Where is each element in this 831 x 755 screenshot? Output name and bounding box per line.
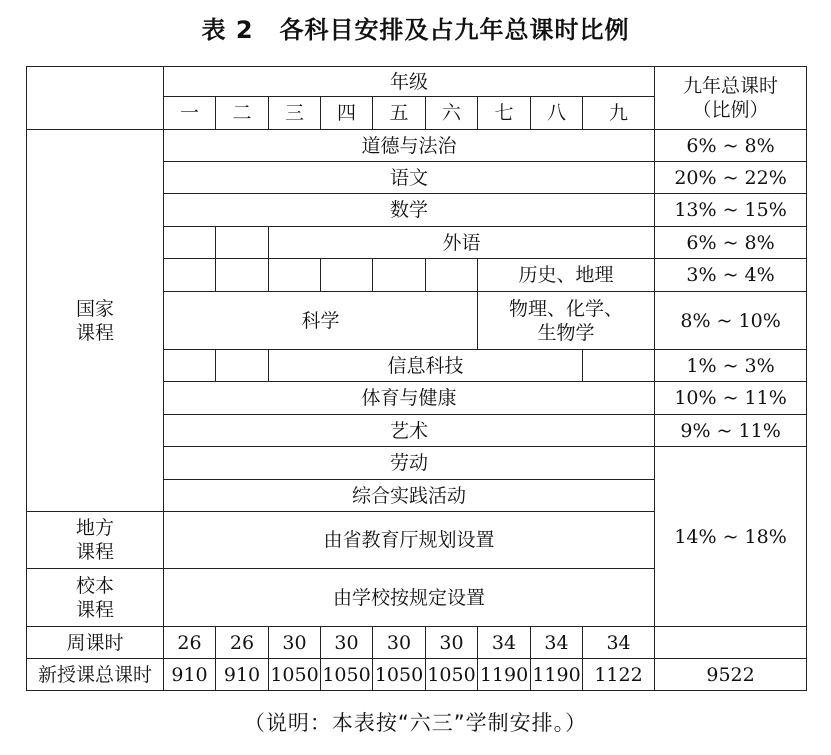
category-school-line1: 校本 [75,574,114,597]
ratio-history-geography: 3% ~ 4% [655,259,807,292]
table-title-text: 各科目安排及占九年总课时比例 [279,16,630,44]
grade-header: 年级 [164,67,655,97]
table-title [0,10,831,45]
total-value: 1050 [321,659,373,691]
subject-math: 数学 [164,194,655,227]
ratio-art: 9% ~ 11% [655,415,807,447]
grade-cell: 九 [583,97,655,130]
grade-cell: 八 [531,97,583,130]
ratio-pe: 10% ~ 11% [655,382,807,415]
grade-cell: 七 [478,97,531,130]
weekly-value: 34 [531,627,583,659]
total-value: 1050 [426,659,478,691]
weekly-ratio-empty [655,627,807,659]
ratio-chinese: 20% ~ 22% [655,162,807,194]
subject-moral: 道德与法治 [164,130,655,162]
subject-foreign: 外语 [269,227,655,259]
total-value: 1122 [583,659,655,691]
empty-cell [216,259,269,292]
header-corner-cell [27,67,164,130]
subject-labor: 劳动 [164,447,655,480]
weekly-value: 30 [426,627,478,659]
subject-art: 艺术 [164,415,655,447]
grade-cell: 五 [373,97,426,130]
ratio-it: 1% ~ 3% [655,350,807,382]
grade-cell: 一 [164,97,216,130]
category-national-line1: 国家 [75,297,114,320]
table-number: 表 2 [201,16,254,44]
subject-chinese: 语文 [164,162,655,194]
subject-pe: 体育与健康 [164,382,655,415]
total-label: 新授课总课时 [27,659,164,691]
empty-cell [216,350,269,382]
total-value: 910 [216,659,269,691]
category-local-line2: 课程 [75,541,114,563]
subject-biology-line: 生物学 [537,321,595,344]
subject-science: 科学 [164,292,478,350]
empty-cell [321,259,373,292]
grade-cell: 三 [269,97,321,130]
empty-cell [373,259,426,292]
empty-cell [164,227,216,259]
subject-physics-chemistry-line: 物理、化学、 [509,297,624,320]
total-sum: 9522 [655,659,807,691]
ratio-moral: 6% ~ 8% [655,130,807,162]
subject-physics-chemistry-biology [478,292,655,350]
empty-cell [426,259,478,292]
total-value: 1190 [478,659,531,691]
category-national-line2: 课程 [75,321,114,344]
subject-history-geography: 历史、地理 [478,259,655,292]
total-value: 910 [164,659,216,691]
table-note: （说明：本表按“六三”学制安排。） [243,711,588,735]
ratio-science: 8% ~ 10% [655,292,807,350]
total-value: 1050 [269,659,321,691]
local-setting: 由省教育厅规划设置 [164,512,655,569]
ratio-foreign: 6% ~ 8% [655,227,807,259]
weekly-value: 30 [321,627,373,659]
total-value: 1190 [531,659,583,691]
weekly-value: 26 [216,627,269,659]
ratio-combined: 14% ~ 18% [655,447,807,627]
weekly-value: 30 [373,627,426,659]
school-setting: 由学校按规定设置 [164,569,655,627]
weekly-value: 34 [478,627,531,659]
ratio-header-line1: 九年总课时 [683,75,779,97]
weekly-value: 30 [269,627,321,659]
empty-cell [583,350,655,382]
category-local [27,512,164,569]
weekly-value: 26 [164,627,216,659]
category-national [27,130,164,512]
category-school-line2: 课程 [75,598,114,621]
curriculum-table [26,66,807,691]
empty-cell [269,259,321,292]
weekly-value: 34 [583,627,655,659]
empty-cell [164,350,216,382]
grade-cell: 四 [321,97,373,130]
empty-cell [216,227,269,259]
subject-it: 信息科技 [269,350,583,382]
ratio-header [655,67,807,130]
category-school [27,569,164,627]
category-local-line1: 地方 [75,517,114,539]
grade-cell: 六 [426,97,478,130]
ratio-math: 13% ~ 15% [655,194,807,227]
empty-cell [164,259,216,292]
subject-practice: 综合实践活动 [164,480,655,512]
weekly-label: 周课时 [27,627,164,659]
total-value: 1050 [373,659,426,691]
ratio-header-line2: （比例） [692,99,769,121]
grade-cell: 二 [216,97,269,130]
